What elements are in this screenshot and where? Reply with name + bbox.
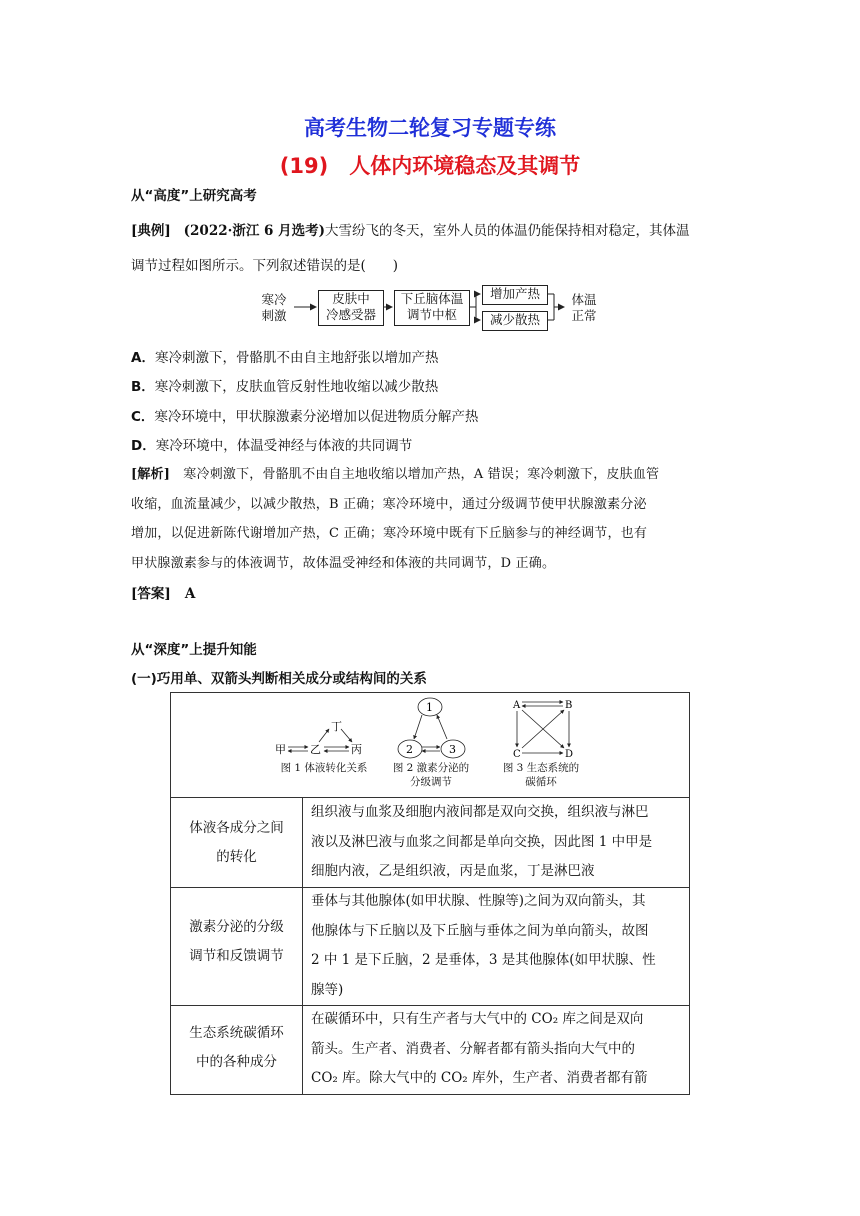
- fig1-arrow-ding-bing: [341, 729, 352, 742]
- flow-box-heat-loss: 减少散热: [482, 311, 548, 331]
- row2-label-l1: 激素分泌的分级: [189, 919, 284, 935]
- fig1-node-ding: 丁: [331, 720, 342, 733]
- row1-content: [311, 798, 683, 887]
- option-a-text: 寒冷刺激下，骨骼肌不由自主地舒张以增加产热: [154, 350, 439, 366]
- row1-content-l3: 细胞内液，乙是组织液，丙是血浆，丁是淋巴液: [311, 863, 595, 879]
- document-title: 高考生物二轮复习专题专练: [304, 116, 556, 140]
- fig2-arrow-1-2: [414, 715, 422, 739]
- option-b-text: 寒冷刺激下，皮肤血管反射性地收缩以减少散热: [154, 379, 439, 395]
- row1-content-l1: 组织液与血浆及细胞内液间都是双向交换，组织液与淋巴: [311, 804, 649, 820]
- flow-arrows: [250, 280, 610, 335]
- analysis-line2: 收缩，血流量减少，以减少散热，B 正确；寒冷环境中，通过分级调节使甲状腺激素分泌: [131, 497, 647, 512]
- option-c: [131, 405, 478, 425]
- answer-value: A: [184, 586, 196, 602]
- relationship-table: [170, 692, 690, 1095]
- option-c-text: 寒冷环境中，甲状腺激素分泌增加以促进物质分解产热: [154, 409, 479, 425]
- row2-content: [311, 887, 683, 1005]
- flow-result-l2: 正常: [571, 308, 597, 323]
- subsection-heading: (一)巧用单、双箭头判断相关成分或结构间的关系: [131, 671, 427, 687]
- flow-box1-l2: 冷感受器: [325, 307, 376, 322]
- flow-result-l1: 体温: [571, 292, 597, 307]
- flow-box2-l1: 下丘脑体温: [400, 291, 464, 306]
- figure-2-hormone-regulation: [398, 698, 465, 758]
- option-d-text: 寒冷环境中，体温受神经与体液的共同调节: [155, 438, 413, 454]
- flow-box2-l2: 调节中枢: [406, 307, 457, 322]
- figure-3-carbon-cycle: [512, 700, 573, 760]
- fig3-caption-l2: 碳循环: [525, 776, 557, 788]
- answer-line: [131, 582, 195, 602]
- option-b: [131, 375, 438, 395]
- option-d: [131, 434, 412, 454]
- fig1-caption: 图 1 体液转化关系: [280, 762, 368, 774]
- row2-content-l2: 他腺体与下丘脑以及下丘脑与垂体之间为单向箭头，故图: [311, 922, 649, 939]
- option-a: [131, 346, 438, 366]
- fig1-arrow-yi-ding: [319, 729, 329, 742]
- fig3-node-d: D: [565, 749, 574, 760]
- row3-content-l2: 箭头。生产者、消费者、分解者都有箭头指向大气中的: [311, 1040, 635, 1057]
- row3-content: [311, 1005, 683, 1094]
- flow-stimulus-l1: 寒冷: [261, 292, 287, 307]
- flow-stimulus-l2: 刺激: [261, 308, 287, 323]
- analysis-text-1: 寒冷刺激下，骨骼肌不由自主地收缩以增加产热，A 错误；寒冷刺激下，皮肤血管: [170, 467, 660, 482]
- example-stem-line1: [131, 219, 690, 239]
- row3-label: [171, 1019, 302, 1077]
- answer-tag: [答案]: [131, 586, 171, 602]
- fig1-node-jia: 甲: [275, 743, 286, 756]
- row2-content-l1: 垂体与其他腺体(如甲状腺、性腺等)之间为双向箭头，其: [311, 893, 646, 909]
- row3-label-l2: 中的各种成分: [196, 1054, 277, 1070]
- fig1-node-yi: 乙: [310, 743, 321, 756]
- figure-1-body-fluid: [275, 720, 362, 756]
- row2-content-l4: 腺等): [311, 981, 344, 998]
- flow-box-heat-production: 增加产热: [482, 285, 548, 305]
- fig3-caption: [493, 761, 589, 789]
- fig3-node-a: A: [513, 700, 521, 711]
- option-d-key: D．: [131, 438, 156, 454]
- analysis-line1: [131, 463, 659, 482]
- flow-box1-l1: 皮肤中: [332, 291, 370, 306]
- example-stem-text: 大雪纷飞的冬天，室外人员的体温仍能保持相对稳定，其体温: [325, 223, 690, 239]
- row3-label-l1: 生态系统碳循环: [189, 1025, 284, 1041]
- analysis-line4: 甲状腺激素参与的体液调节，故体温受神经和体液的共同调节，D 正确。: [131, 556, 556, 571]
- row1-label-l2: 的转化: [216, 849, 257, 865]
- section-heading-depth: 从“深度”上提升知能: [131, 642, 257, 658]
- example-stem-line2: 调节过程如图所示。下列叙述错误的是( ): [131, 258, 399, 274]
- document-subtitle: (19) 人体内环境稳态及其调节: [279, 154, 581, 178]
- table-column-divider: [302, 798, 303, 1094]
- example-tag: [典例]: [131, 223, 171, 239]
- fig2-node-2: 2: [406, 743, 413, 756]
- row1-label: [171, 814, 302, 872]
- section-heading-height: 从“高度”上研究高考: [131, 188, 257, 204]
- fig2-caption: [383, 761, 479, 789]
- option-c-key: C．: [131, 409, 155, 425]
- fig2-node-3: 3: [449, 743, 456, 756]
- fig2-arrow-3-1: [437, 715, 447, 739]
- row3-content-l3: CO₂ 库。除大气中的 CO₂ 库外，生产者、消费者都有箭: [311, 1070, 648, 1086]
- row1-label-l1: 体液各成分之间: [189, 820, 284, 836]
- option-a-key: A．: [131, 350, 155, 366]
- analysis-line3: 增加，以促进新陈代谢增加产热，C 正确；寒冷环境中既有下丘脑参与的神经调节，也有: [131, 526, 648, 541]
- row3-content-l1: 在碳循环中，只有生产者与大气中的 CO₂ 库之间是双向: [311, 1011, 644, 1027]
- example-source: (2022·浙江 6 月选考): [183, 223, 325, 239]
- fig3-node-c: C: [513, 749, 521, 760]
- option-b-key: B．: [131, 379, 155, 395]
- row2-content-l3: 2 中 1 是下丘脑，2 是垂体，3 是其他腺体(如甲状腺、性: [311, 952, 656, 968]
- row2-label: [171, 913, 302, 971]
- row1-content-l2: 液以及淋巴液与血浆之间都是单向交换，因此图 1 中甲是: [311, 833, 653, 850]
- fig3-node-b: B: [565, 700, 573, 711]
- fig2-caption-l2: 分级调节: [410, 776, 452, 788]
- fig1-node-bing: 丙: [351, 743, 362, 756]
- fig2-caption-l1: 图 2 激素分泌的: [392, 762, 470, 774]
- fig3-caption-l1: 图 3 生态系统的: [502, 762, 580, 774]
- row2-label-l2: 调节和反馈调节: [189, 948, 284, 964]
- analysis-tag: [解析]: [131, 467, 171, 482]
- fig2-node-1: 1: [426, 701, 433, 714]
